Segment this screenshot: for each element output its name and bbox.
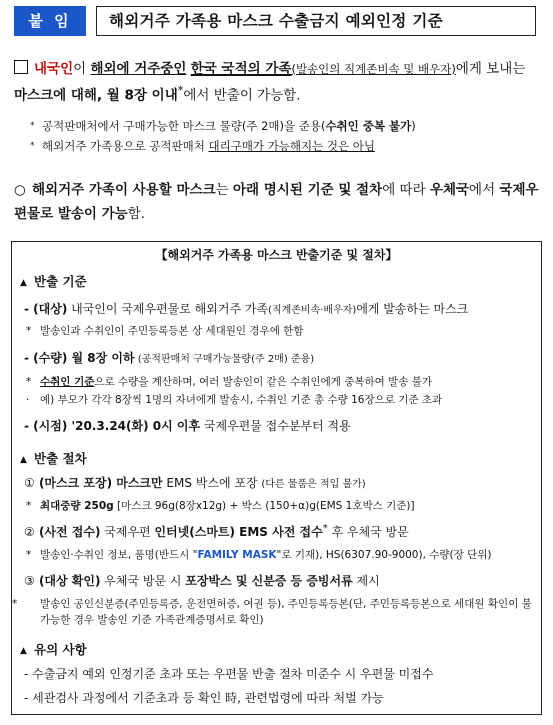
step-1-small: (다른 물품은 적입 불가) xyxy=(261,479,366,490)
triangle-up-icon: ▲ xyxy=(20,278,27,288)
criteria-target xyxy=(24,300,533,317)
procedure-paragraph xyxy=(14,178,539,226)
para2-s4: 에 따라 xyxy=(382,182,430,198)
intro-note-2b: 대리구매가 가능해지는 것은 아님 xyxy=(208,139,375,153)
step-2-bold: 인터넷(스마트) EMS 사전 접수 xyxy=(154,525,323,539)
intro-s8: 마스크에 대해, 월 8장 이내 xyxy=(14,87,178,104)
intro-s3: 해외에 거주중인 xyxy=(90,61,187,77)
procedure-step-3 xyxy=(24,572,533,589)
section-notes xyxy=(20,640,87,658)
step-2-text: 국제우편 xyxy=(100,525,155,539)
step-1-text: EMS 박스에 포장 xyxy=(162,476,262,490)
panel-title: 【해외거주 가족용 마스크 반출기준 및 절차】 xyxy=(155,248,398,262)
intro-note-1c: ) xyxy=(411,119,416,133)
criteria-panel xyxy=(11,241,542,715)
intro-s9: * xyxy=(177,84,184,97)
criteria-timing xyxy=(24,417,533,434)
procedure-step-2 xyxy=(24,523,533,540)
square-outline-icon xyxy=(14,60,28,74)
target-small: (직계존비속·배우자) xyxy=(268,305,357,316)
timing-label: - (시점) '20.3.24(화) 0시 이후 xyxy=(24,419,201,433)
step-1-note-text: [마스크 96g(8장x12g) + 박스 (150+α)g(EMS 1호박스 기준)] xyxy=(113,500,415,512)
criteria-target-note xyxy=(26,323,535,338)
para2-s6: 에서 xyxy=(469,182,500,198)
document-header xyxy=(14,6,536,36)
section-export-procedure xyxy=(20,449,87,467)
procedure-step-1 xyxy=(24,474,533,491)
criteria-quantity xyxy=(24,349,533,366)
step-2-note xyxy=(26,547,535,562)
quantity-label: - (수량) 월 8장 이하 xyxy=(24,351,135,365)
step-2-note-b: "로 기재), HS(6307.90-9000), 수량(장 단위) xyxy=(276,549,492,561)
triangle-up-icon: ▲ xyxy=(20,646,27,656)
quantity-small: (공적판매처 구매가능물량(주 2매) 준용) xyxy=(134,354,315,365)
quantity-note-1a: 수취인 기준 xyxy=(40,376,95,388)
step-3-number: ③ xyxy=(24,574,35,588)
attachment-tag: 붙 임 xyxy=(14,6,86,36)
asterisk-icon: * xyxy=(12,598,18,610)
para2-s8: 함. xyxy=(127,206,146,222)
step-1-label: (마스크 포장) 마스크만 xyxy=(34,476,163,490)
note-item-1: - 수출금지 예외 인정기준 초과 또는 우편물 반출 절차 미준수 시 우편물 미접수 xyxy=(24,667,434,681)
step-2-star: * xyxy=(322,523,328,534)
step-1-number: ① xyxy=(24,476,35,490)
target-text: 내국인이 국제우편물로 해외거주 가족 xyxy=(67,302,269,316)
para2-s7: 국제우편물로 발송이 가능 xyxy=(14,182,539,222)
step-3-bold: 포장박스 및 신분증 등 증빙서류 xyxy=(185,574,353,588)
target-label: - (대상) xyxy=(24,302,68,316)
quantity-note-2: · 예) 부모가 각각 8장씩 1명의 자녀에게 발송시, 수취인 기준 총 수량 16장으로 기준 초과 xyxy=(26,394,443,406)
step-3-note-text: 발송인 공인신분증(주민등록증, 운전면허증, 여권 등), 주민등록등본(단, 주민등록등본으로 세대원 확인이 불가능한 경우 발송인 기준 가족관계증명서로 확인) xyxy=(40,598,532,626)
intro-note-2 xyxy=(30,136,535,156)
step-3-text: 우체국 방문 시 xyxy=(100,574,186,588)
step-2-tail: 후 우체국 방문 xyxy=(327,525,409,539)
asterisk-icon: * xyxy=(26,500,32,512)
asterisk-icon: * xyxy=(26,376,32,388)
step-2-number: ② xyxy=(24,525,35,539)
intro-note-1a: 공적판매처에서 구매가능한 마스크 물량(주 2매)을 준용( xyxy=(42,119,326,133)
step-3-note xyxy=(12,596,535,628)
quantity-note-2-text: 예) 부모가 각각 8장씩 1명의 자녀에게 발송시, 수취인 기준 총 수량 16장으로 기준 초과 xyxy=(40,394,443,406)
target-tail: 에게 발송하는 마스크 xyxy=(356,302,469,316)
intro-note-1 xyxy=(30,116,535,136)
intro-s1: 내국인 xyxy=(34,61,74,77)
timing-text: 국제우편물 접수분부터 적용 xyxy=(200,419,351,433)
quantity-note-1b: 으로 수량을 계산하며, 여러 발송인이 같은 수취인에게 중복하여 발송 불가 xyxy=(94,376,433,388)
section-export-criteria xyxy=(20,272,87,290)
page-title: 해외거주 가족용 마스크 수출금지 예외인정 기준 xyxy=(96,6,536,36)
section-2-label: 반출 절차 xyxy=(34,451,87,466)
section-1-label: 반출 기준 xyxy=(34,274,87,289)
asterisk-icon: * xyxy=(26,325,32,337)
intro-s2: 이 xyxy=(73,61,91,77)
target-note-text: 발송인과 수취인이 주민등록등본 상 세대원인 경우에 한함 xyxy=(40,325,304,337)
asterisk-icon: * xyxy=(30,121,35,131)
intro-s7: 에게 보내는 xyxy=(455,61,526,77)
asterisk-icon: * xyxy=(30,141,35,151)
note-item-2: - 세관검사 과정에서 기준초과 등 확인 時, 관련법령에 따라 처벌 가능 xyxy=(24,691,384,705)
family-mask-label: FAMILY MASK xyxy=(197,549,277,561)
step-3-tail: 제시 xyxy=(352,574,380,588)
intro-note-2a: 해외거주 가족용으로 공적판매처 xyxy=(42,139,209,153)
intro-s10: 에서 반출이 가능함. xyxy=(183,87,301,104)
triangle-up-icon: ▲ xyxy=(20,455,27,465)
section-3-label: 유의 사항 xyxy=(34,642,87,657)
intro-paragraph xyxy=(14,58,534,107)
hollow-circle-icon: ○ xyxy=(14,182,26,198)
intro-note-1b: 수취인 중복 불가 xyxy=(325,119,412,133)
intro-notes xyxy=(30,116,535,156)
step-1-note-bold: 최대중량 250g xyxy=(40,500,114,512)
step-2-label: (사전 접수) xyxy=(34,525,101,539)
para2-s1: 해외거주 가족이 사용할 마스크 xyxy=(32,182,216,198)
step-3-label: (대상 확인) xyxy=(34,574,101,588)
para2-s5: 우체국 xyxy=(429,182,470,198)
quantity-note-1 xyxy=(26,374,535,389)
intro-s6: (발송인의 직계존비속 및 배우자) xyxy=(291,62,456,76)
step-1-note xyxy=(26,498,535,513)
intro-s5: 한국 국적의 가족 xyxy=(190,61,292,77)
para2-s3: 아래 명시된 기준 및 절차 xyxy=(232,182,383,198)
asterisk-icon: * xyxy=(26,549,32,561)
step-2-note-a: 발송인·수취인 정보, 품명(반드시 " xyxy=(40,549,198,561)
para2-s2: 는 xyxy=(215,182,233,198)
